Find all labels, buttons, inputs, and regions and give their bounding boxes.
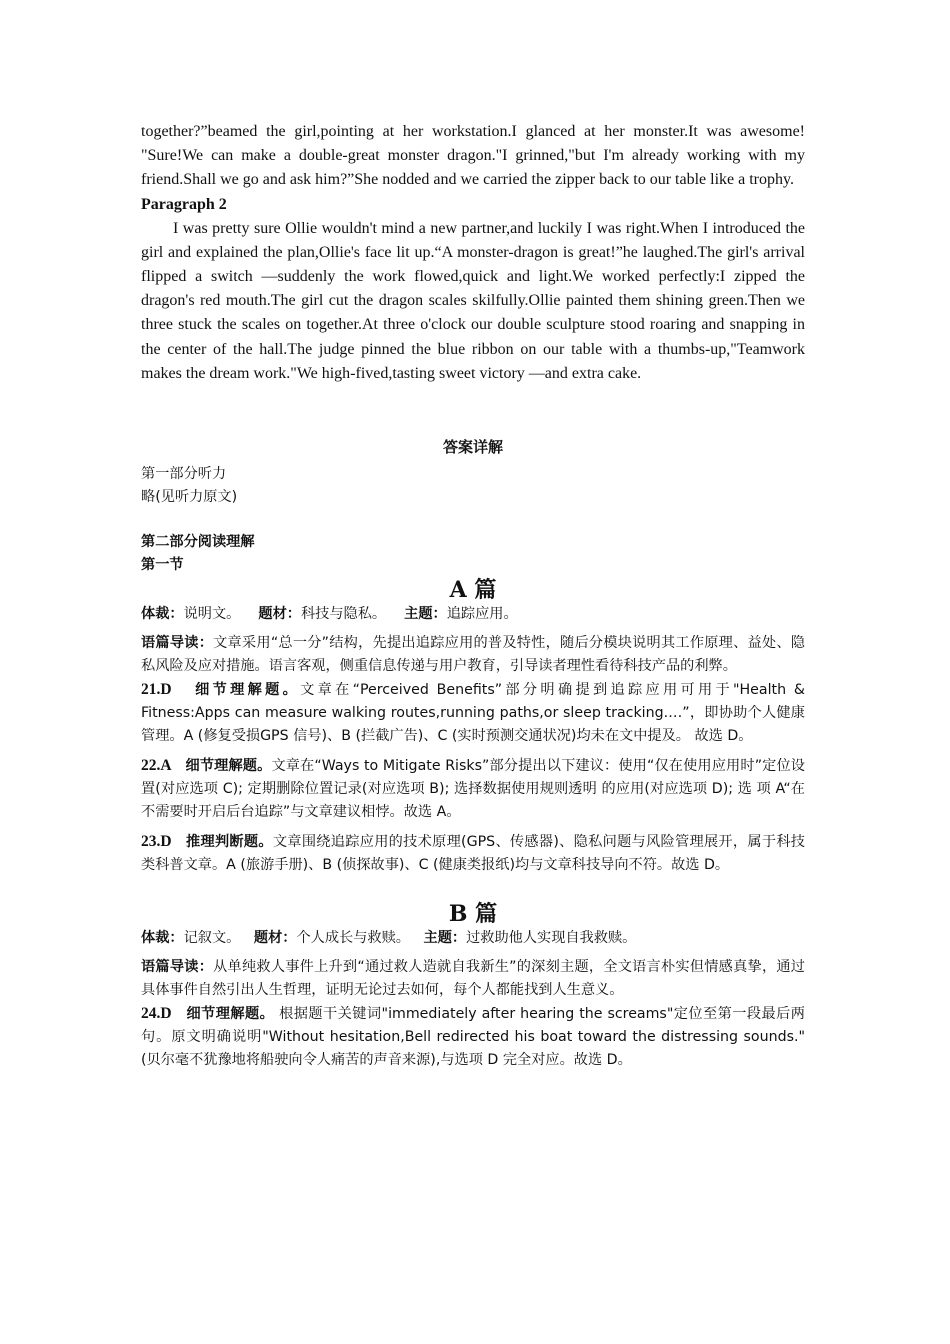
passage-b-guide xyxy=(141,956,805,1002)
passage-a-heading: A 篇 xyxy=(449,577,497,604)
part2-title: 第二部分阅读理解 xyxy=(141,534,255,551)
guide-text: 文章采用“总一分”结构，先提出追踪应用的普及特性，随后分模块说明其工作原理、益处、隐私风险及应对措施。语言客观，侧重信息传递与用户教育，引导读者理性看待科技产品的利弊。 xyxy=(141,635,805,675)
genre-label: 体裁： xyxy=(141,606,184,623)
paragraph-2-heading: Paragraph 2 xyxy=(141,195,227,213)
answer-22 xyxy=(141,754,805,824)
answer-23-text: 文章围绕追踪应用的技术原理(GPS、传感器)、隐私问题与风险管理展开，属于科技类科普文章。A (旅游手册)、B (侦探故事)、C (健康类报纸)均与文章科技导向不符。故选 D。 xyxy=(141,834,805,874)
passage-a-guide xyxy=(141,632,805,678)
answer-21-type: 细节理解题。 xyxy=(195,682,301,699)
answer-22-number: 22.A xyxy=(141,757,172,775)
answer-21-number: 21.D xyxy=(141,681,172,699)
theme-label: 主题： xyxy=(423,930,467,947)
answer-22-type: 细节理解题。 xyxy=(185,758,272,775)
answer-21 xyxy=(141,678,805,748)
answer-24-text: 根据题干关键词"immediately after hearing the screams"定位至第一段最后两句。原文明确说明"Without hesitation,Bell redirected his boat toward the distressing sounds."(贝尔毫不犹豫地将船驶向令人痛苦的声音来源),与选项 D 完全对应。故选 D。 xyxy=(141,1006,805,1069)
genre-value: 记叙文。 xyxy=(183,930,241,947)
answers-title: 答案详解 xyxy=(442,438,503,457)
passage-a-meta xyxy=(141,603,805,626)
answer-24-type: 细节理解题。 xyxy=(186,1006,275,1023)
page-content xyxy=(141,120,805,1072)
topic-label: 题材： xyxy=(258,606,301,623)
guide-text: 从单纯救人事件上升到“通过救人造就自我新生”的深刻主题，全文语言朴实但情感真挚，通过具体事件自然引出人生哲理，证明无论过去如何，每个人都能找到人生意义。 xyxy=(141,959,805,999)
section1-title: 第一节 xyxy=(141,557,184,574)
theme-value: 过救助他人实现自我救赎。 xyxy=(466,930,637,947)
theme-value: 追踪应用。 xyxy=(446,606,518,623)
theme-label: 主题： xyxy=(404,606,447,623)
answer-23 xyxy=(141,830,805,877)
story-paragraph-2: I was pretty sure Ollie wouldn't mind a new partner,and luckily I was right.When I introduced the girl and explained the plan,Ollie's face lit up.“A monster-dragon is great!”he laughed.The girl's arrival flipped a switch —suddenly the work flowed,quick and light.We worked perfectly:I zipped the dragon's red mouth.The girl cut the dragon scales skilfully.Ollie painted them shining green.Then we three stuck the scales on together.At three o'clock our double sculpture stood roaring and snapping in the center of the hall.The judge pinned the blue ribbon on our table with a thumbs-up,"Teamwork makes the dream work."We high-fived,tasting sweet victory —and extra cake. xyxy=(141,219,805,382)
guide-label: 语篇导读： xyxy=(141,635,214,652)
answer-21-text: 文章在“Perceived Benefits”部分明确提到追踪应用可用于"Health & Fitness:Apps can measure walking routes,running paths,or sleep tracking.…”，即协助个人健康 管理。A (修复受损GPS 信号)、B (拦截广告)、C (实时预测交通状况)均未在文中提及。 故选 D。 xyxy=(141,682,805,745)
answer-23-type: 推理判断题。 xyxy=(185,834,273,851)
answer-23-number: 23.D xyxy=(141,833,172,851)
story-paragraph-1-tail: together?”beamed the girl,pointing at her workstation.I glanced at her monster.It was awesome! "Sure!We can make a double-great monster dragon."I grinned,"but I'm already working with my friend.Shall we go and ask him?”She nodded and we carried the zipper back to our table like a trophy. xyxy=(141,123,805,189)
genre-value: 说明文。 xyxy=(183,606,241,623)
answer-22-text: 文章在“Ways to Mitigate Risks”部分提出以下建议：使用“仅在使用应用时”定位设置(对应选项 C); 定期删除位置记录(对应选项 B); 选择数据使用规则透明 的应用(对应选项 D); 选 项 A“在不需要时开启后台追踪”与文章建议相悖。故选 A。 xyxy=(141,758,805,821)
answer-24-number: 24.D xyxy=(141,1005,172,1023)
topic-label: 题材： xyxy=(253,930,297,947)
topic-value: 个人成长与救赎。 xyxy=(296,930,410,947)
passage-b-meta xyxy=(141,927,805,950)
part1-title: 第一部分听力 xyxy=(141,466,227,483)
part1-note: 略(见听力原文) xyxy=(141,489,238,506)
topic-value: 科技与隐私。 xyxy=(300,606,387,623)
answer-24 xyxy=(141,1002,805,1072)
genre-label: 体裁： xyxy=(141,930,184,947)
passage-b-heading: B 篇 xyxy=(448,901,498,928)
guide-label: 语篇导读： xyxy=(141,959,214,976)
